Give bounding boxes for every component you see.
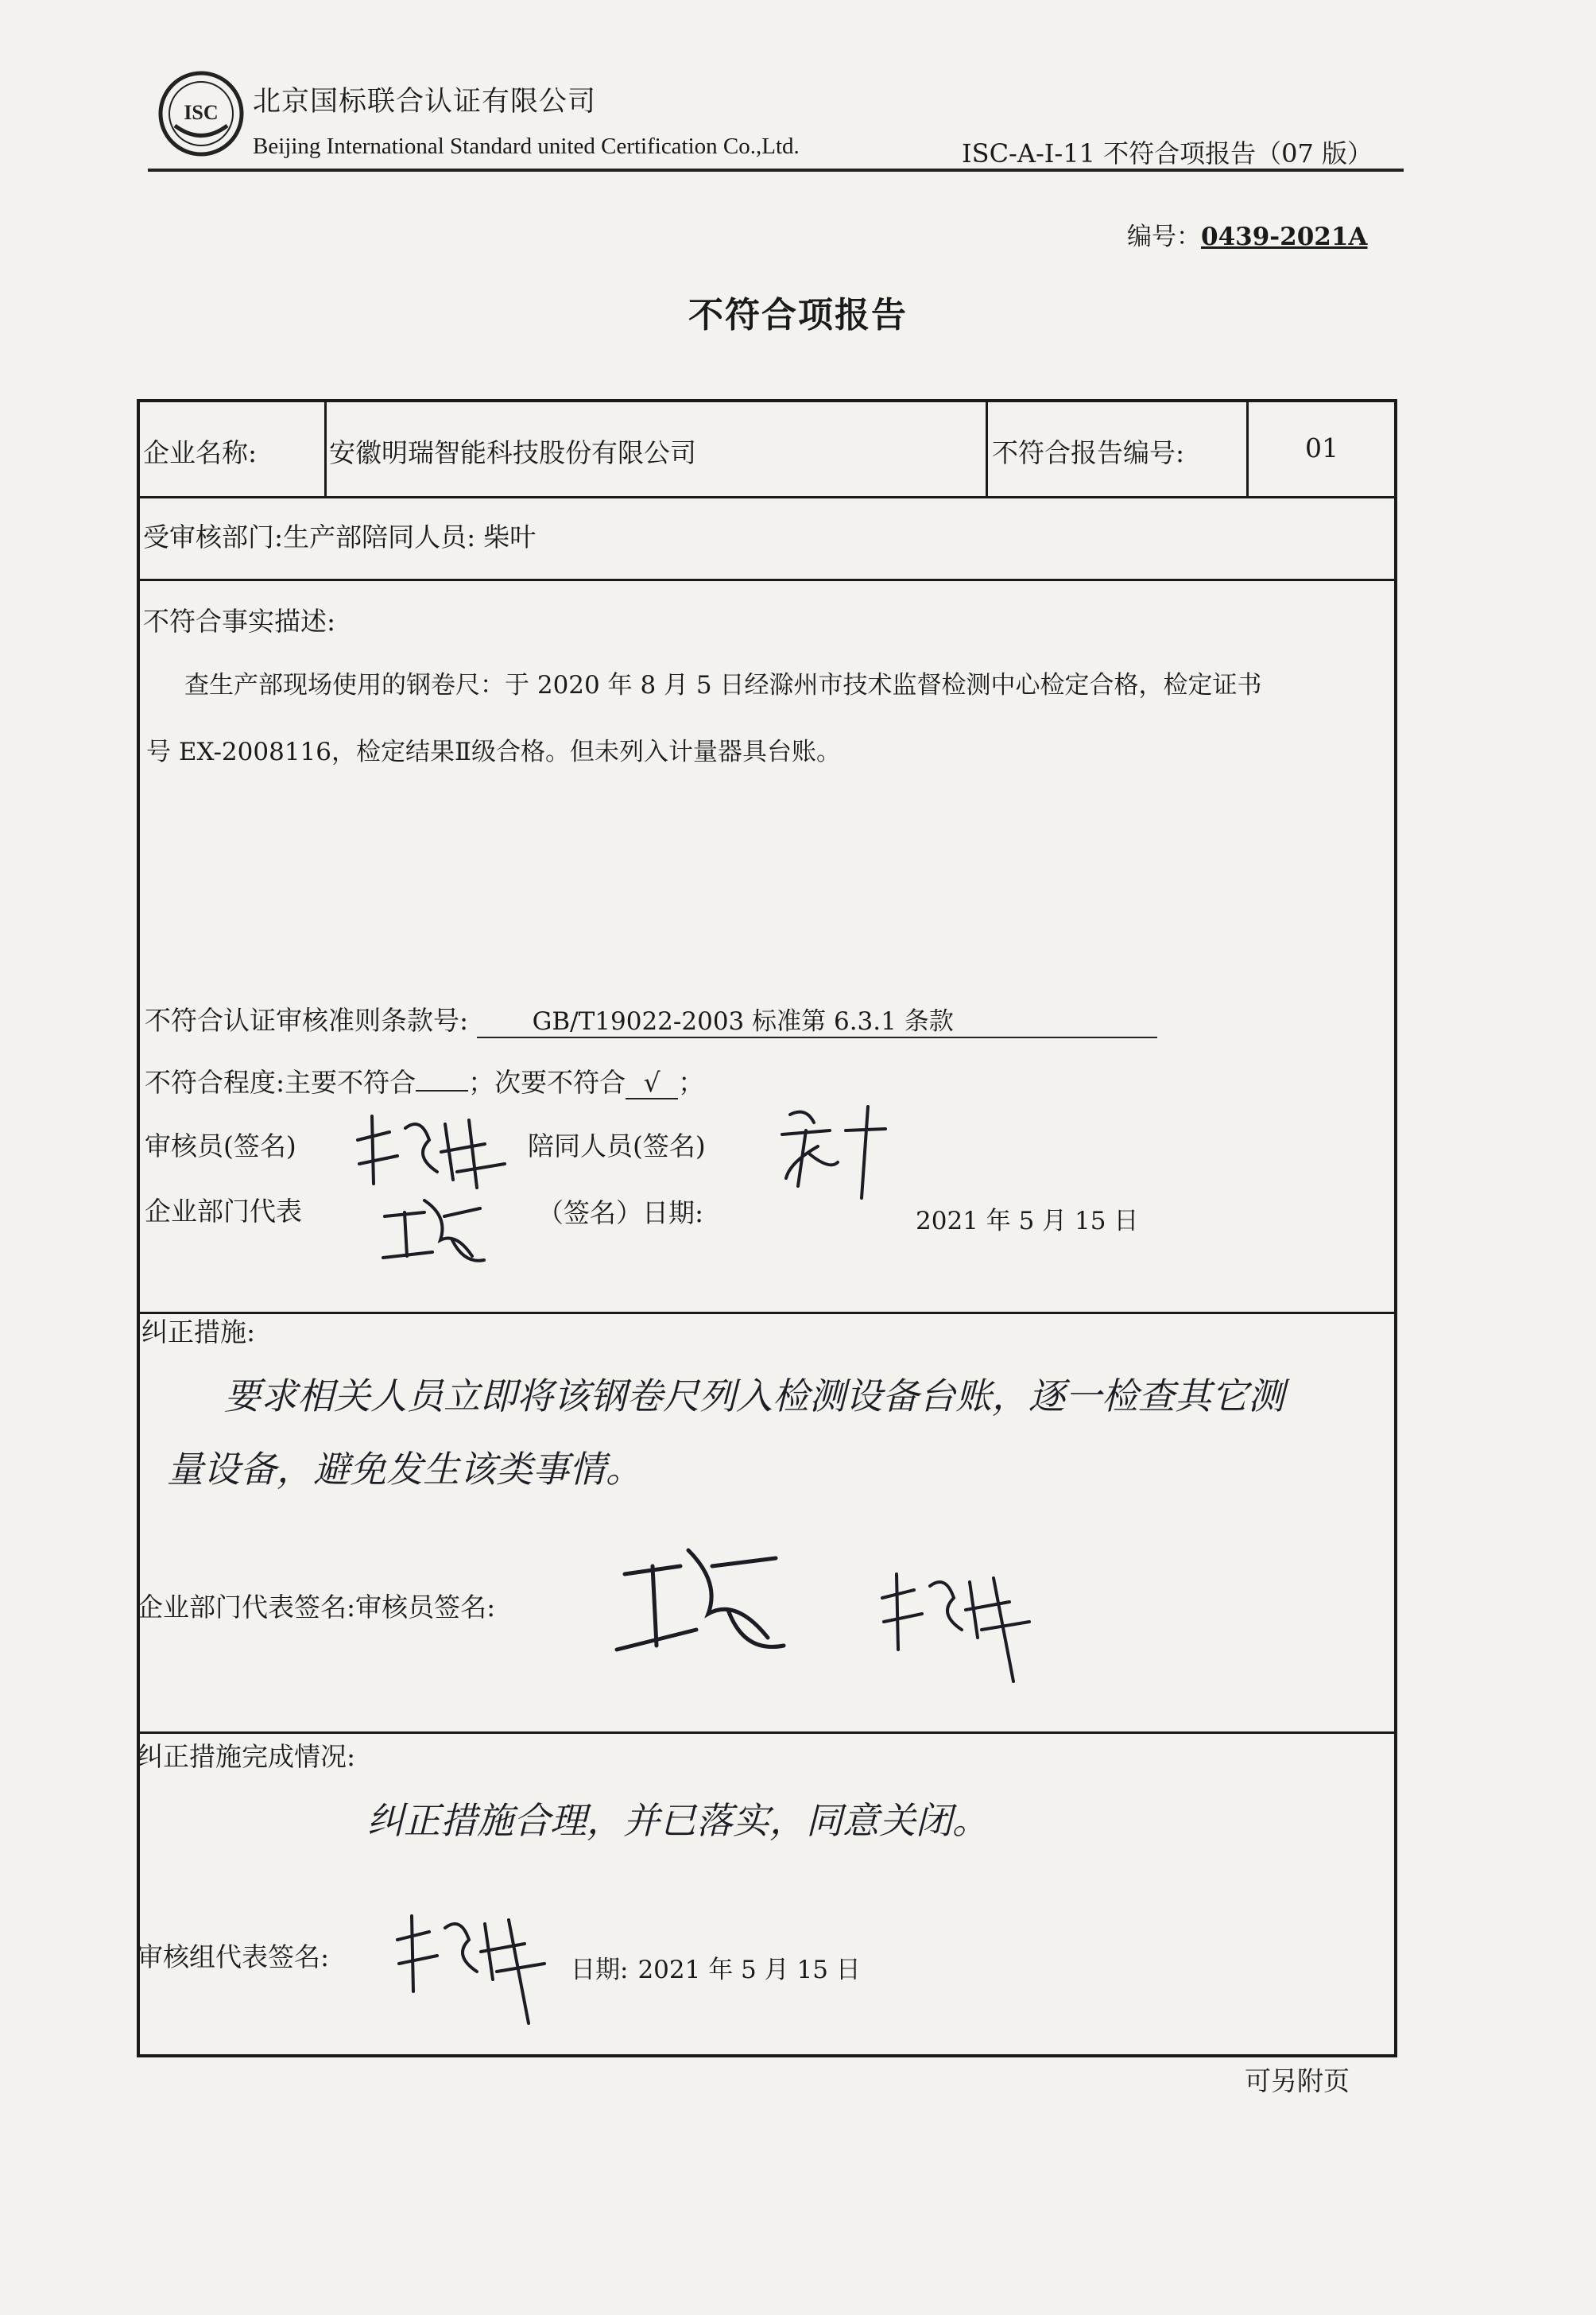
svg-text:ISC: ISC [184,101,219,124]
report-no-label: 不符合报告编号: [992,437,1185,468]
report-no-value: 01 [1305,432,1338,463]
separator: ； [468,1067,495,1098]
auditor-signature [874,1566,1033,1685]
isc-logo [157,70,245,157]
company-name-en: Beijing International Standard united Certification Co.,Ltd. [253,134,800,159]
rep-label: 企业部门代表 [145,1196,302,1227]
row-divider [137,1731,1397,1734]
form-code: ISC-A-I-11 不符合项报告（07 版） [962,138,1373,169]
correction-sign-label: 企业部门代表签名:审核员签名: [137,1592,496,1623]
degree-label: 不符合程度: [145,1067,285,1098]
correction-label: 纠正措施: [141,1316,256,1348]
company-value: 安徽明瑞智能科技股份有限公司 [329,437,696,468]
auditor-signature [350,1108,509,1196]
document-number [1127,216,1367,252]
escort-sign-label: 陪同人员(签名) [528,1130,706,1161]
document-number-label: 编号： [1127,223,1201,251]
clause-value: GB/T19022-2003 标准第 6.3.1 条款 [477,1001,1157,1038]
major-label: 主要不符合 [285,1067,416,1098]
report-title: 不符合项报告 [688,295,908,335]
correction-hand-line-1: 要求相关人员立即将该钢卷尺列入检测设备台账，逐一检查其它测 [224,1375,1284,1417]
audit-team-signature [389,1908,548,2027]
footnote: 可另附页 [1245,2065,1350,2096]
separator: ； [678,1067,705,1098]
escort-value: 柴叶 [483,522,537,553]
minor-checkbox[interactable]: √ [626,1067,678,1099]
column-divider [986,399,988,498]
document-number-value: 0439-2021A [1201,223,1368,251]
minor-label: 次要不符合 [494,1067,626,1098]
facts-line-2: 号 EX-2008116，检定结果Ⅱ级合格。但未列入计量器具台账。 [146,738,842,766]
facts-label: 不符合事实描述: [143,606,336,637]
completion-date: 2021 年 5 月 15 日 [637,1956,861,1984]
major-checkbox[interactable] [416,1090,468,1092]
dept-value: 生产部 [283,522,362,553]
company-label: 企业名称: [143,437,258,468]
row-divider [137,1312,1397,1314]
escort-label: 陪同人员: [362,522,476,553]
rep-sign-label: （签名）日期: [537,1197,704,1228]
report-date: 2021 年 5 月 15 日 [916,1207,1139,1235]
completion-sign-label: 审核组代表签名: [137,1941,330,1972]
representative-signature [377,1192,488,1272]
correction-hand-line-2: 量设备，避免发生该类事情。 [167,1448,642,1491]
completion-date-row [571,1949,861,1985]
completion-date-label: 日期: [571,1956,629,1984]
facts-line-1: 查生产部现场使用的钢卷尺：于 2020 年 8 月 5 日经滁州市技术监督检测中心检定合格，检定证书 [184,671,1262,700]
clause-row [145,1000,1157,1038]
completion-label: 纠正措施完成情况: [137,1741,356,1772]
escort-signature [774,1099,893,1202]
row-divider [137,579,1397,581]
clause-label: 不符合认证审核准则条款号: [145,1005,469,1036]
column-divider [1246,399,1249,498]
degree-row [145,1062,704,1099]
completion-hand-text: 纠正措施合理，并已落实，同意关闭。 [367,1799,989,1842]
audited-dept-row [143,517,536,554]
column-divider [324,399,327,498]
header-rule [148,169,1404,172]
dept-label: 受审核部门: [143,522,284,553]
auditor-sign-label: 审核员(签名) [145,1130,296,1161]
representative-signature [609,1534,792,1669]
company-name-cn: 北京国标联合认证有限公司 [253,86,597,118]
